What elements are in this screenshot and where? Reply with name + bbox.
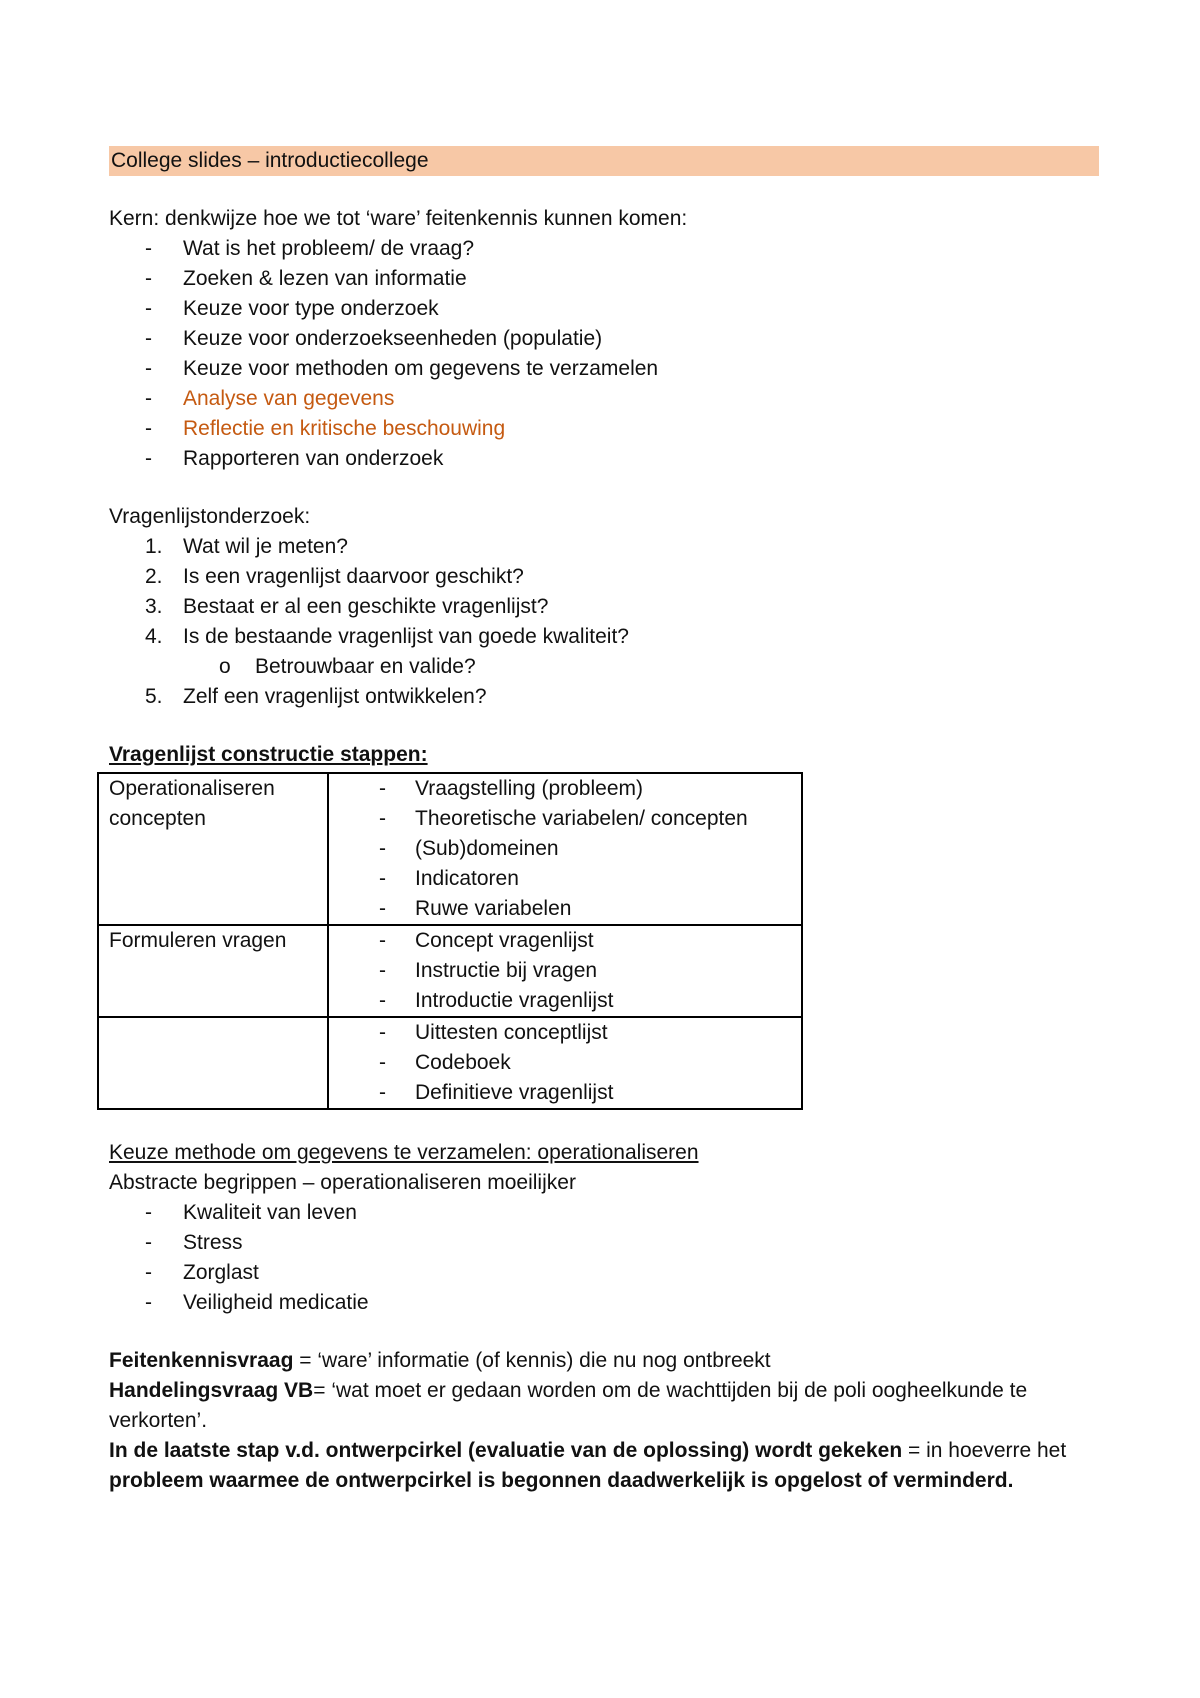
vragenlijst-list	[109, 532, 1099, 712]
list-item: - Rapporteren van onderzoek	[145, 447, 444, 470]
list-item: - Definitieve vragenlijst	[379, 1081, 614, 1104]
list-item: - Stress	[145, 1231, 243, 1254]
definition-handelingsvraag: Handelingsvraag VB= ‘wat moet er gedaan worden om de wachttijden bij de poli oogheelkunde te verkorten’.	[109, 1379, 1028, 1432]
table-cell-items	[328, 773, 802, 925]
list-item: - Uittesten conceptlijst	[379, 1021, 608, 1044]
list-item: - Kwaliteit van leven	[145, 1201, 357, 1224]
vragenlijst-heading: Vragenlijstonderzoek:	[109, 505, 311, 528]
methode-heading: Keuze methode om gegevens te verzamelen: operationaliseren	[109, 1141, 699, 1164]
list-item-highlighted: - Analyse van gegevens	[145, 387, 395, 410]
table-row	[98, 1017, 802, 1109]
table-cell-items	[328, 925, 802, 1017]
methode-list	[109, 1198, 1099, 1318]
list-item: - (Sub)domeinen	[379, 837, 559, 860]
list-item: 5. Zelf een vragenlijst ontwikkelen?	[145, 685, 487, 708]
table-row	[98, 925, 802, 1017]
table-cell-items	[328, 1017, 802, 1109]
table-row	[98, 773, 802, 925]
document-content	[109, 146, 1099, 1496]
list-item: - Wat is het probleem/ de vraag?	[145, 237, 475, 260]
constructie-heading: Vragenlijst constructie stappen:	[109, 743, 428, 766]
sub-list-item: o Betrouwbaar en valide?	[219, 655, 476, 678]
list-item: - Concept vragenlijst	[379, 929, 594, 952]
list-item: - Codeboek	[379, 1051, 511, 1074]
list-item: - Theoretische variabelen/ concepten	[379, 807, 748, 830]
list-item: 4. Is de bestaande vragenlijst van goede kwaliteit?	[145, 625, 629, 648]
list-item: - Keuze voor onderzoekseenheden (populatie)	[145, 327, 603, 350]
kern-intro: Kern: denkwijze hoe we tot ‘ware’ feitenkennis kunnen komen:	[109, 207, 688, 230]
table-cell-label	[98, 1017, 328, 1109]
list-item: - Instructie bij vragen	[379, 959, 598, 982]
list-item: - Keuze voor type onderzoek	[145, 297, 439, 320]
constructie-table	[97, 772, 803, 1110]
list-item: - Veiligheid medicatie	[145, 1291, 369, 1314]
kern-list	[109, 234, 1099, 474]
list-item: - Zoeken & lezen van informatie	[145, 267, 467, 290]
definition-feitenkennisvraag: Feitenkennisvraag = ‘ware’ informatie (of kennis) die nu nog ontbreekt	[109, 1349, 771, 1372]
definition-ontwerpcirkel: In de laatste stap v.d. ontwerpcirkel (evaluatie van de oplossing) wordt gekeken = in hoeverre het probleem waarmee de ontwerpcirkel is begonnen daadwerkelijk is opgelost of verminderd.	[109, 1439, 1067, 1492]
table-cell-label: Formuleren vragen	[98, 925, 328, 1017]
list-item: - Zorglast	[145, 1261, 259, 1284]
list-item: 3. Bestaat er al een geschikte vragenlijst?	[145, 595, 549, 618]
list-item: - Vraagstelling (probleem)	[379, 777, 643, 800]
page-title: College slides – introductiecollege	[109, 146, 1099, 176]
table-cell-label: Operationaliseren concepten	[98, 773, 328, 925]
list-item: 2. Is een vragenlijst daarvoor geschikt?	[145, 565, 524, 588]
list-item-highlighted: - Reflectie en kritische beschouwing	[145, 417, 506, 440]
list-item: 1. Wat wil je meten?	[145, 535, 348, 558]
methode-intro: Abstracte begrippen – operationaliseren moeilijker	[109, 1171, 576, 1194]
list-item: - Introductie vragenlijst	[379, 989, 614, 1012]
list-item: - Keuze voor methoden om gegevens te verzamelen	[145, 357, 659, 380]
list-item: - Ruwe variabelen	[379, 897, 572, 920]
list-item: - Indicatoren	[379, 867, 519, 890]
